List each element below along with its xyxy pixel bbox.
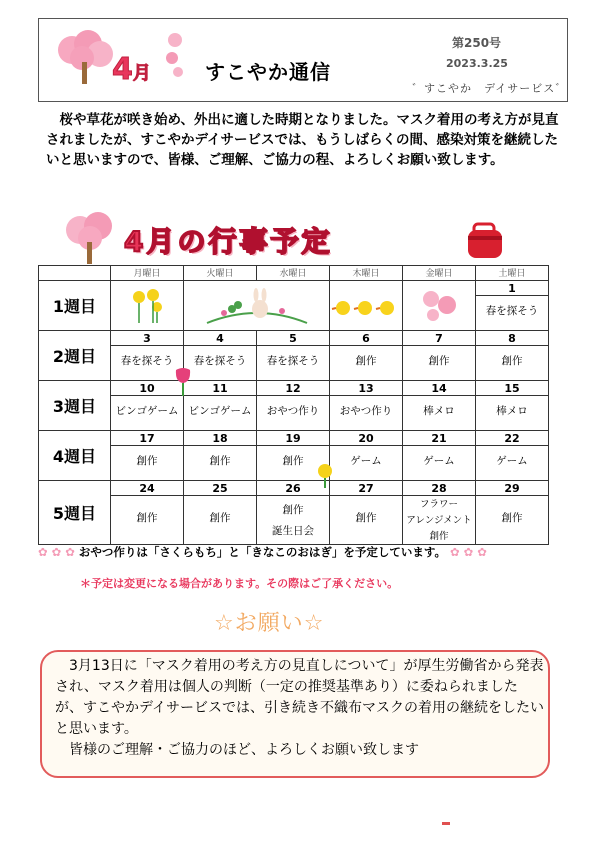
day-number: 15 [476, 381, 548, 396]
snack-note: ✿ ✿ ✿ おやつ作りは「さくらもち」と「きなこのおはぎ」を予定しています。 ✿ ✿ ✿ [38, 545, 487, 559]
day-number: 13 [330, 381, 402, 396]
day-number: 5 [257, 331, 329, 346]
request-heading: ☆お願い☆ [214, 611, 325, 636]
issue-date: 2023.3.25 [446, 57, 508, 70]
day-cell [257, 331, 330, 381]
day-number: 1 [476, 281, 548, 296]
day-event: 創作 [209, 512, 231, 524]
day-event: 創作 [355, 355, 377, 367]
rabbit-icon [202, 283, 312, 327]
day-event: 創作 [501, 512, 523, 524]
day-cell [403, 331, 476, 381]
blossom-icon: ✿ ✿ ✿ [38, 545, 79, 559]
day-cell [330, 381, 403, 431]
day-event: 創作 [136, 512, 158, 524]
day-cell [330, 331, 403, 381]
day-number: 17 [111, 431, 183, 446]
week-label: 2週目 [39, 331, 111, 381]
day-number: 29 [476, 481, 548, 496]
event-calendar [38, 265, 549, 545]
day-event: 棒メロ [423, 405, 455, 417]
day-number: 21 [403, 431, 475, 446]
issue-number: 第250号 [452, 36, 502, 50]
day-event: 創作 [209, 455, 231, 467]
day-number: 20 [330, 431, 402, 446]
day-number: 6 [330, 331, 402, 346]
newsletter-title: すこやか通信 [205, 60, 331, 84]
day-event: 創作 [355, 512, 377, 524]
weekday-header: 月曜日 [111, 266, 184, 281]
day-event: 創作 [136, 455, 158, 467]
blossom-icon [160, 30, 190, 80]
weekday-header: 水曜日 [257, 266, 330, 281]
day-cell [257, 481, 330, 545]
day-number: 18 [184, 431, 256, 446]
day-cell [476, 431, 549, 481]
day-event: 創作 [282, 455, 304, 467]
day-number: 4 [184, 331, 256, 346]
day-event: ゲーム [423, 455, 455, 467]
weekday-header: 土曜日 [476, 266, 549, 281]
day-event: ゲーム [350, 455, 382, 467]
day-event: 春を探そう [193, 355, 247, 367]
day-cell [184, 281, 330, 331]
day-event: 創作 [428, 355, 450, 367]
blossom-icon: ✿ ✿ ✿ [446, 545, 487, 559]
day-event: 春を探そう [120, 355, 174, 367]
day-number: 22 [476, 431, 548, 446]
day-cell [330, 431, 403, 481]
day-cell [403, 481, 476, 545]
week-row [39, 281, 549, 331]
dandelion-icon [127, 285, 167, 325]
day-cell [184, 331, 257, 381]
day-event: 創作 [282, 504, 304, 516]
day-event: ビンゴゲーム [115, 405, 179, 417]
request-body [55, 656, 545, 761]
day-cell [476, 281, 549, 331]
weekday-header: 木曜日 [330, 266, 403, 281]
day-event: おやつ作り [266, 405, 320, 417]
week-label: 1週目 [39, 281, 111, 331]
day-cell [476, 381, 549, 431]
day-number: 19 [257, 431, 329, 446]
day-number: 8 [476, 331, 548, 346]
day-cell [330, 281, 403, 331]
intro-paragraph: 桜や草花が咲き始め、外出に適した時期となりました。マスク着用の考え方が見直されましたが、すこやかデイサービスでは、もうしばらくの間、感染対策を継続したいと思いますので、皆様、ご理解、ご協力の程、よろしくお願い致します。 [46, 112, 559, 168]
day-number: 25 [184, 481, 256, 496]
request-paragraph: 皆様のご理解・ご協力のほど、よろしくお願い致します [55, 742, 419, 758]
day-cell [476, 331, 549, 381]
day-event: ゲーム [496, 455, 528, 467]
day-cell [330, 481, 403, 545]
day-event: ビンゴゲーム [188, 405, 252, 417]
day-cell [184, 431, 257, 481]
day-event: おやつ作り [339, 405, 393, 417]
week-column-header [39, 266, 111, 281]
cherry-tree-icon [52, 28, 120, 86]
day-cell [403, 381, 476, 431]
day-cell [403, 431, 476, 481]
events-title: 4月の行事予定 [124, 225, 333, 258]
week-row [39, 481, 549, 545]
blossom-icon [419, 285, 459, 325]
dandelion-icon [314, 462, 336, 488]
request-paragraph: 3月13日に「マスク着用の考え方の見直しについて」が厚生労働省から発表され、マスク着用は個人の判断（一定の推奨基準あり）に委ねられましたが、すこやかデイサービスでは、引き続き不織布マスクの着用の継続をしたいと思います。 [55, 658, 545, 737]
day-number: 24 [111, 481, 183, 496]
day-number: 27 [330, 481, 402, 496]
day-cell [111, 431, 184, 481]
day-event: アレンジメント [406, 515, 472, 526]
weekday-header: 火曜日 [184, 266, 257, 281]
chick-icon [331, 290, 401, 320]
day-cell [476, 481, 549, 545]
page-mark [442, 822, 450, 825]
day-number: 14 [403, 381, 475, 396]
day-cell [403, 281, 476, 331]
day-number: 10 [111, 381, 183, 396]
school-bag-icon [462, 220, 510, 260]
week-label: 4週目 [39, 431, 111, 481]
week-label: 3週目 [39, 381, 111, 431]
week-label: 5週目 [39, 481, 111, 545]
day-event: 誕生日会 [272, 525, 314, 537]
day-number: 26 [257, 481, 329, 496]
day-number: 28 [403, 481, 475, 496]
month-label: 4月 [112, 52, 151, 87]
day-event: 棒メロ [496, 405, 528, 417]
organization-name: ゛すこやか デイサービス゛ [412, 82, 568, 95]
week-row [39, 381, 549, 431]
day-event: 春を探そう [266, 355, 320, 367]
cherry-tree-icon [62, 210, 118, 266]
week-row [39, 431, 549, 481]
day-cell [184, 381, 257, 431]
day-event: 春を探そう [485, 305, 539, 317]
day-event: 創作 [501, 355, 523, 367]
week-row [39, 331, 549, 381]
weekday-header: 金曜日 [403, 266, 476, 281]
day-number: 12 [257, 381, 329, 396]
day-cell [257, 381, 330, 431]
day-number: 7 [403, 331, 475, 346]
tulip-icon [172, 366, 194, 396]
day-event: フラワー [419, 499, 458, 510]
day-cell [111, 281, 184, 331]
day-cell [111, 481, 184, 545]
day-event: 創作 [429, 531, 449, 542]
change-notice: ＊予定は変更になる場合があります。その際はご了承ください。 [80, 577, 399, 590]
day-number: 11 [184, 381, 256, 396]
weekday-header-row [39, 266, 549, 281]
day-cell [184, 481, 257, 545]
day-number: 3 [111, 331, 183, 346]
